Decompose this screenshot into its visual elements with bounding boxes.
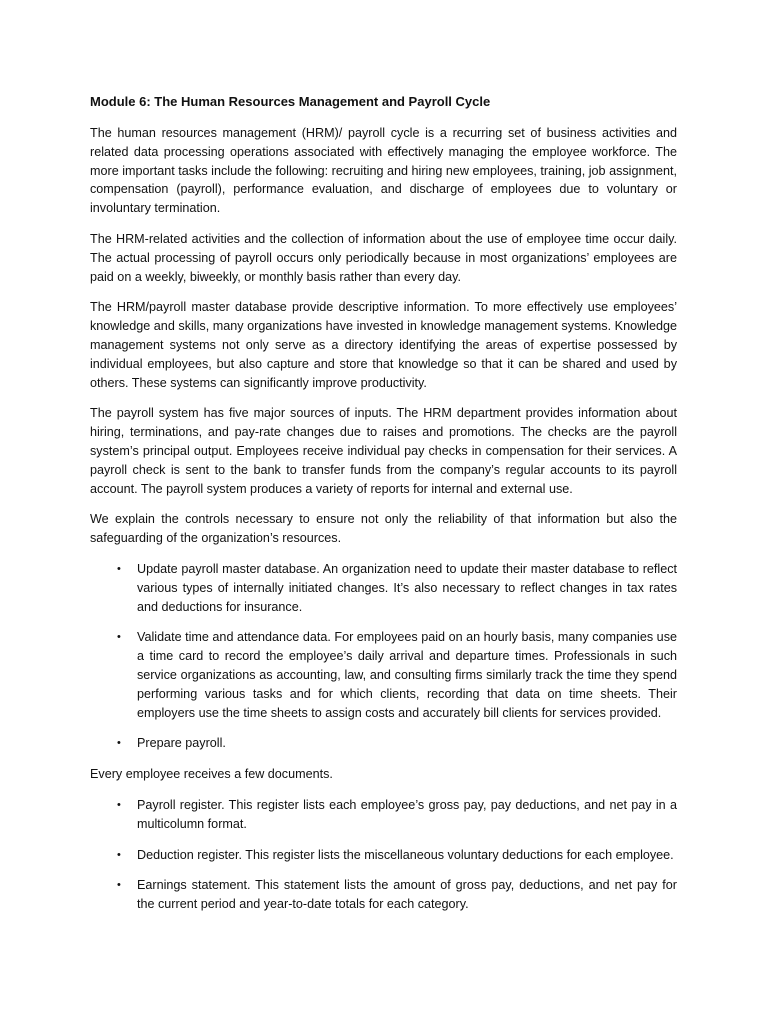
list-item-text: Update payroll master database. An organization need to update their master database to reflect various types of internally initiated changes. It’s also necessary to reflect changes in tax rates and deductions for insurance. xyxy=(137,561,677,614)
list-item xyxy=(90,628,677,722)
list-item xyxy=(90,796,677,834)
list-item xyxy=(90,734,677,753)
bullet-icon: • xyxy=(117,562,121,575)
bullet-list-procedures xyxy=(90,560,677,753)
paragraph-controls: We explain the controls necessary to ensure not only the reliability of that information but also the safeguarding of the organization’s resources. xyxy=(90,512,677,546)
bullet-icon: • xyxy=(117,879,121,892)
paragraph-hrm-activities: The HRM-related activities and the collection of information about the use of employee time occur daily. The actual processing of payroll occurs only periodically because in most organizations’ employees are paid on a weekly, biweekly, or monthly basis rather than every day. xyxy=(90,231,677,284)
list-item xyxy=(90,560,677,616)
list-item-text: Payroll register. This register lists each employee’s gross pay, pay deductions, and net pay in a multicolumn format. xyxy=(137,797,677,831)
list-item-text: Earnings statement. This statement lists the amount of gross pay, deductions, and net pay for the current period and year-to-date totals for each category. xyxy=(137,878,677,912)
list-item xyxy=(90,846,677,865)
bullet-icon: • xyxy=(117,631,121,644)
document-content xyxy=(90,92,677,926)
paragraph-payroll-system: The payroll system has five major sources of inputs. The HRM department provides information about hiring, terminations, and pay-rate changes due to raises and promotions. The checks are the payroll system’s principal output. Employees receive individual pay checks in compensation for their services. A payroll check is sent to the bank to transfer funds from the company’s regular accounts to its payroll account. The payroll system produces a variety of reports for internal and external use. xyxy=(90,406,677,496)
bullet-list-documents xyxy=(90,796,677,914)
paragraph-intro: The human resources management (HRM)/ payroll cycle is a recurring set of business activities and related data processing operations associated with effectively managing the employee workforce. The more important tasks include the following: recruiting and hiring new employees, training, job assignment, compensation (payroll), performance evaluation, and discharge of employees due to voluntary or involuntary termination. xyxy=(90,126,677,216)
bullet-icon: • xyxy=(117,737,121,750)
list-item xyxy=(90,876,677,914)
bullet-icon: • xyxy=(117,798,121,811)
list-item-text: Prepare payroll. xyxy=(137,736,226,751)
bullet-icon: • xyxy=(117,848,121,861)
document-title: Module 6: The Human Resources Management and Payroll Cycle xyxy=(90,94,491,109)
paragraph-master-database: The HRM/payroll master database provide descriptive information. To more effectively use employees’ knowledge and skills, many organizations have invested in knowledge management systems. Knowledge management systems not only serve as a directory identifying the areas of expertise possessed by individual employees, but also capture and store that knowledge so that it can be shared and used by others. These systems can significantly improve productivity. xyxy=(90,300,677,390)
list-item-text: Deduction register. This register lists the miscellaneous voluntary deductions for each employee. xyxy=(137,847,674,862)
list-item-text: Validate time and attendance data. For employees paid on an hourly basis, many companies use a time card to record the employee’s daily arrival and departure times. Professionals in such service organizations as accounting, law, and consulting firms similarly track the time they spend performing various tasks and for which clients, recording that data on time sheets. Their employers use the time sheets to assign costs and accurately bill clients for services provided. xyxy=(137,630,677,720)
paragraph-documents: Every employee receives a few documents. xyxy=(90,767,333,782)
